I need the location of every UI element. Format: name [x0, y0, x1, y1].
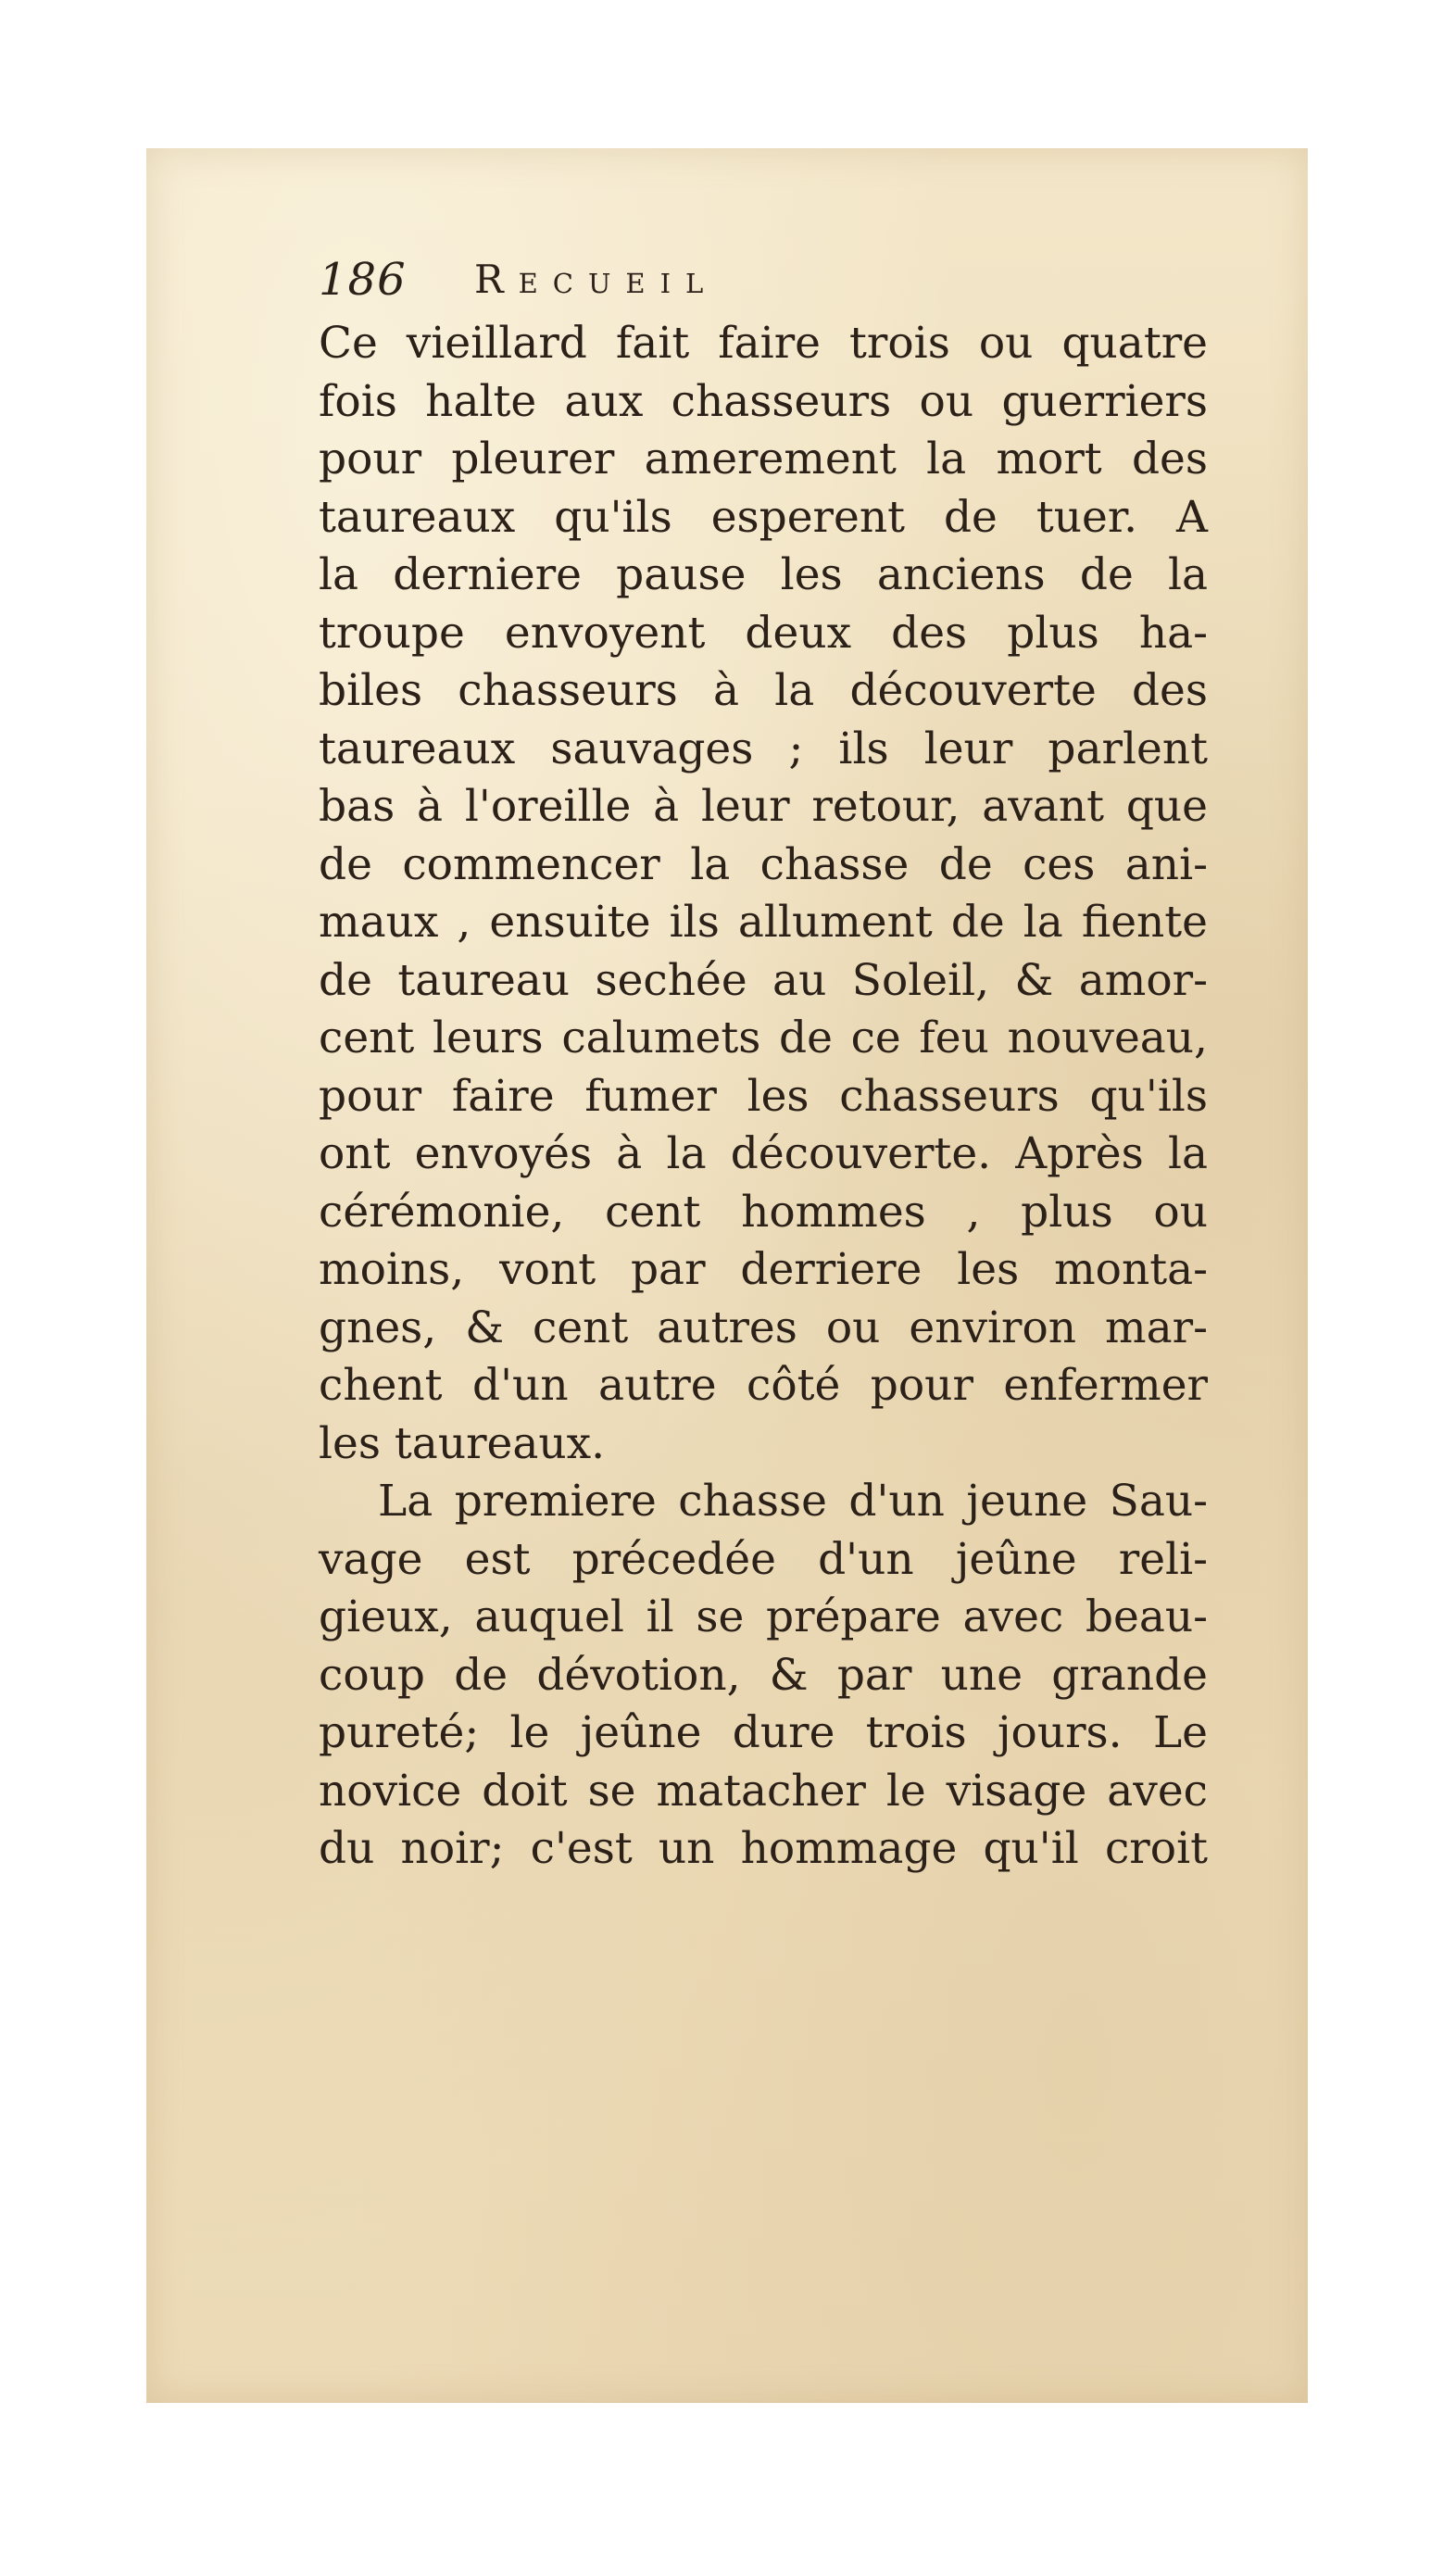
- paragraph-2: [319, 1473, 1208, 1879]
- text-line: bas à l'oreille à leur retour, avant que: [319, 781, 1208, 832]
- text-line: taureaux qu'ils esperent de tuer. A: [319, 491, 1208, 543]
- text-line: novice doit se matacher le visage avec: [319, 1765, 1208, 1817]
- text-line: La premiere chasse d'un jeune Sau-: [378, 1476, 1208, 1527]
- book-page: [146, 148, 1308, 2403]
- text-line: cent leurs calumets de ce feu nouveau,: [319, 1012, 1208, 1063]
- text-line: de taureau sechée au Soleil, & amor-: [319, 954, 1208, 1006]
- text-line: les taureaux.: [319, 1417, 606, 1469]
- text-line: Ce vieillard fait faire trois ou quatre: [319, 318, 1208, 369]
- header-title: Recueil: [474, 257, 719, 302]
- text-line: coup de dévotion, & par une grande: [319, 1649, 1208, 1701]
- text-line: gnes, & cent autres ou environ mar-: [319, 1302, 1208, 1353]
- text-line: troupe envoyent deux des plus ha-: [319, 607, 1208, 659]
- text-line: cérémonie, cent hommes , plus ou: [319, 1186, 1208, 1238]
- text-line: de commencer la chasse de ces ani-: [319, 838, 1208, 890]
- text-line: du noir; c'est un hommage qu'il croit: [319, 1823, 1208, 1874]
- text-line: moins, vont par derriere les monta-: [319, 1244, 1208, 1295]
- text-block: [319, 245, 1208, 1879]
- text-line: pureté; le jeûne dure trois jours. Le: [319, 1707, 1208, 1758]
- text-line: pour faire fumer les chasseurs qu'ils: [319, 1070, 1208, 1122]
- running-head: [319, 245, 1208, 315]
- text-line: taureaux sauvages ; ils leur parlent: [319, 723, 1208, 774]
- text-line: chent d'un autre côté pour enfermer: [319, 1360, 1208, 1411]
- text-line: ont envoyés à la découverte. Après la: [319, 1128, 1208, 1179]
- text-line: gieux, auquel il se prépare avec beau-: [319, 1591, 1208, 1642]
- text-line: vage est précedée d'un jeûne reli-: [319, 1533, 1208, 1585]
- text-line: maux , ensuite ils allument de la fiente: [319, 897, 1208, 948]
- text-line: biles chasseurs à la découverte des: [319, 665, 1208, 716]
- text-line: pour pleurer amerement la mort des: [319, 434, 1208, 484]
- paragraph-1: [319, 315, 1208, 1473]
- text-line: fois halte aux chasseurs ou guerriers: [319, 375, 1208, 427]
- page-number: 186: [319, 254, 407, 306]
- text-line: la derniere pause les anciens de la: [319, 549, 1208, 600]
